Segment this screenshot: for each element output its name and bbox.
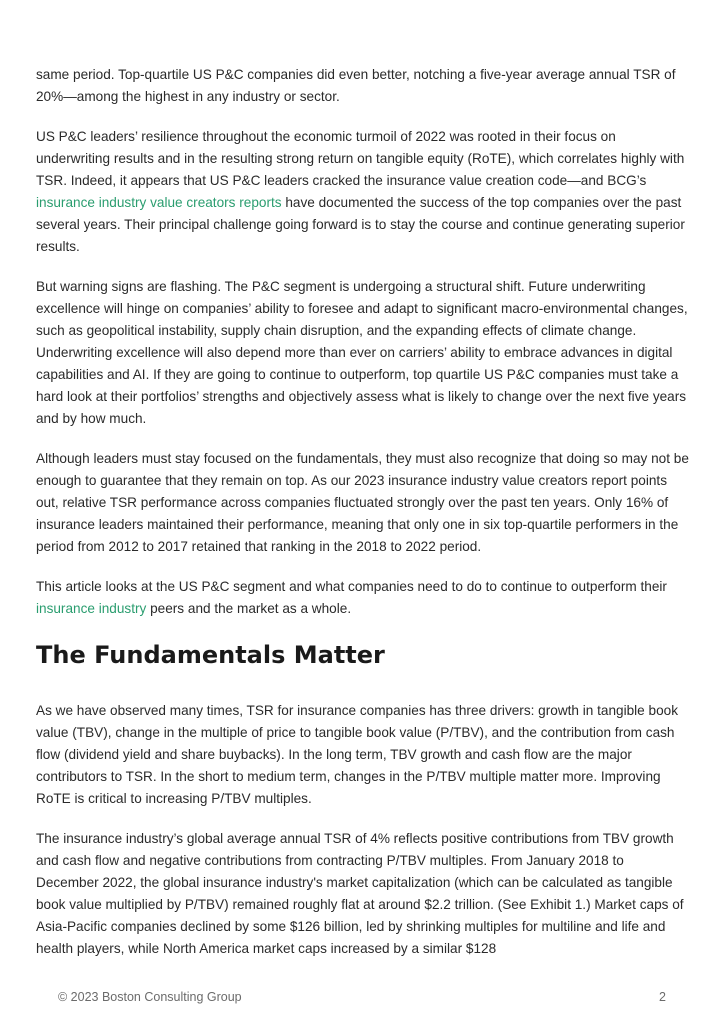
section-heading: The Fundamentals Matter [36, 641, 385, 669]
paragraph-5-text-b: peers and the market as a whole. [146, 601, 352, 616]
paragraph-2-text-b: have documented the success of the top companies over the past several years. Their principal challenge going forward is to stay the course and continue generating superior results. [36, 195, 685, 254]
insurance-industry-link[interactable]: insurance industry [36, 601, 147, 616]
article-body [36, 64, 690, 978]
paragraph-7: The insurance industry’s global average annual TSR of 4% reflects positive contributions from TBV growth and cash flow and negative contributions from contracting P/TBV multiples. From January 2018 to December 2022, the global insurance industry's market capitalization (which can be calculated as tangible book value multiplied by P/TBV) remained roughly flat at around $2.2 trillion. (See Exhibit 1.) Market caps of Asia-Pacific companies declined by some $126 billion, led by shrinking multiples for multiline and life and health players, while North America market caps increased by a similar $128 [36, 831, 684, 956]
paragraph-5 [36, 576, 690, 620]
page-number: 2 [659, 990, 666, 1004]
paragraph-2 [36, 126, 690, 258]
paragraph-5-text-a: This article looks at the US P&C segment and what companies need to do to continue to outperform their [36, 579, 667, 594]
value-creators-reports-link[interactable]: insurance industry value creators reports [36, 195, 282, 210]
paragraph-4: Although leaders must stay focused on the fundamentals, they must also recognize that doing so may not be enough to guarantee that they remain on top. As our 2023 insurance industry value creators report points out, relative TSR performance across companies fluctuated strongly over the past ten years. Only 16% of insurance leaders maintained their performance, meaning that only one in six top-quartile performers in the period from 2012 to 2017 retained that ranking in the 2018 to 2022 period. [36, 451, 689, 554]
copyright-text: © 2023 Boston Consulting Group [58, 990, 242, 1004]
paragraph-2-text-a: US P&C leaders’ resilience throughout the economic turmoil of 2022 was rooted in their focus on underwriting results and in the resulting strong return on tangible equity (RoTE), which correlates highly with TSR. Indeed, it appears that US P&C leaders cracked the insurance value creation code—and BCG’s [36, 129, 685, 188]
paragraph-6: As we have observed many times, TSR for insurance companies has three drivers: growth in tangible book value (TBV), change in the multiple of price to tangible book value (P/TBV), and the contribution from cash flow (dividend yield and share buybacks). In the long term, TBV growth and cash flow are the major contributors to TSR. In the short to medium term, changes in the P/TBV multiple matter more. Improving RoTE is critical to increasing P/TBV multiples. [36, 703, 678, 806]
paragraph-3: But warning signs are flashing. The P&C segment is undergoing a structural shift. Future underwriting excellence will hinge on companies’ ability to foresee and adapt to significant macro-environmental changes, such as geopolitical instability, supply chain disruption, and the expanding effects of climate change. Underwriting excellence will also depend more than ever on carriers’ ability to embrace advances in digital capabilities and AI. If they are going to continue to outperform, top quartile US P&C companies must take a hard look at their portfolios’ strengths and objectively assess what is likely to change over the next five years and by how much. [36, 279, 688, 426]
paragraph-1: same period. Top-quartile US P&C companies did even better, notching a five-year average annual TSR of 20%—among the highest in any industry or sector. [36, 67, 676, 104]
